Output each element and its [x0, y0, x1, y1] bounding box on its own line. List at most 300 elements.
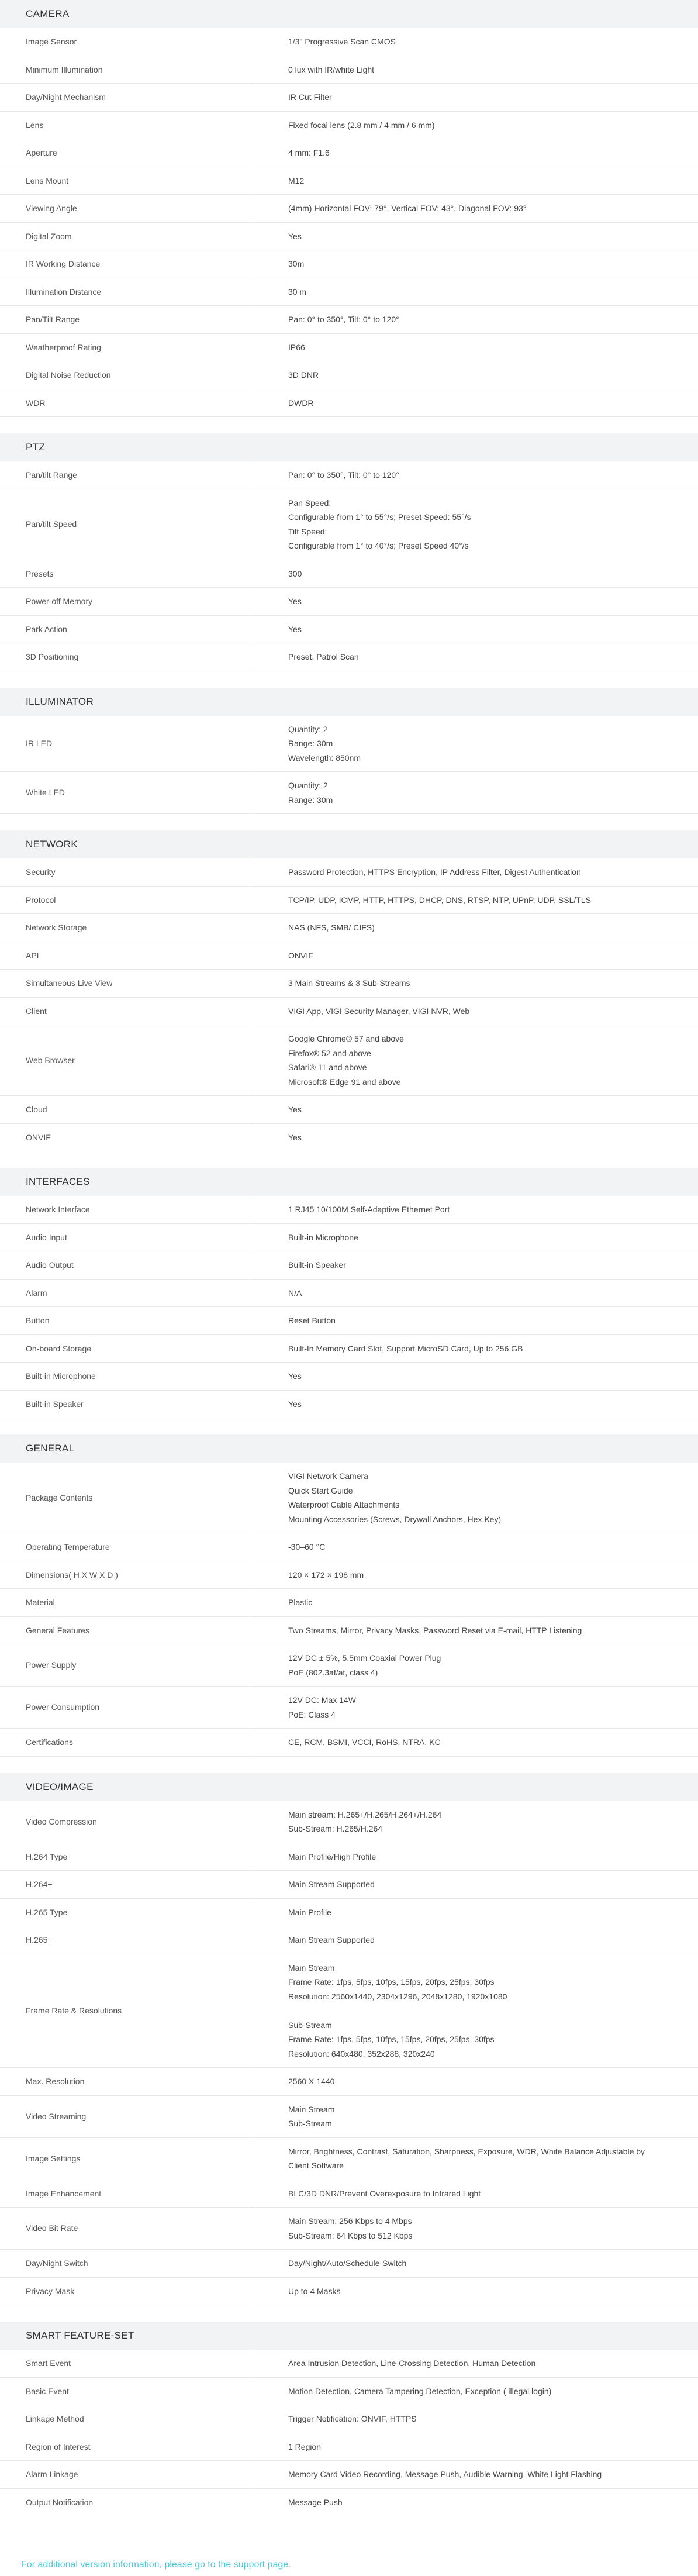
spec-table — [0, 2350, 698, 2516]
spec-value-line: Pan: 0° to 350°, Tilt: 0° to 120° — [288, 312, 675, 327]
spec-value-line: Tilt Speed: — [288, 525, 675, 539]
spec-value — [248, 139, 698, 167]
spec-value-line: Area Intrusion Detection, Line-Crossing Detection, Human Detection — [288, 2356, 675, 2371]
spec-value — [248, 2488, 698, 2516]
spec-label: Output Notification — [0, 2488, 248, 2516]
spec-label: Basic Event — [0, 2377, 248, 2405]
spec-value-line: Waterproof Cable Attachments — [288, 1498, 675, 1512]
spec-row — [0, 278, 698, 306]
spec-value-line: BLC/3D DNR/Prevent Overexposure to Infrared Light — [288, 2187, 675, 2201]
spec-value-line: Configurable from 1° to 55°/s; Preset Speed: 55°/s — [288, 510, 675, 525]
spec-label: Image Enhancement — [0, 2180, 248, 2208]
spec-label: H.264 Type — [0, 1843, 248, 1871]
spec-row — [0, 2277, 698, 2305]
spec-label: Material — [0, 1589, 248, 1617]
spec-row — [0, 1644, 698, 1687]
spec-value-line: 30 m — [288, 285, 675, 299]
spec-label: Client — [0, 997, 248, 1025]
spec-value — [248, 2180, 698, 2208]
spec-value-line: Resolution: 2560x1440, 2304x1296, 2048x1280, 1920x1080 — [288, 1989, 675, 2004]
spec-row — [0, 970, 698, 998]
spec-value-line: Built-In Memory Card Slot, Support MicroSD Card, Up to 256 GB — [288, 1342, 675, 1356]
spec-label: Minimum Illumination — [0, 56, 248, 84]
spec-row — [0, 306, 698, 334]
spec-row — [0, 222, 698, 250]
spec-row — [0, 139, 698, 167]
spec-value — [248, 1533, 698, 1561]
spec-table — [0, 716, 698, 815]
spec-row — [0, 361, 698, 389]
spec-value-line: TCP/IP, UDP, ICMP, HTTP, HTTPS, DHCP, DNS, RTSP, NTP, UPnP, UDP, SSL/TLS — [288, 893, 675, 908]
spec-value — [248, 1954, 698, 2068]
spec-value-line: Main Stream — [288, 1961, 675, 1975]
spec-value-line: N/A — [288, 1286, 675, 1301]
spec-row — [0, 2137, 698, 2180]
spec-value — [248, 1687, 698, 1729]
spec-value — [248, 56, 698, 84]
spec-row — [0, 560, 698, 588]
spec-row — [0, 111, 698, 139]
spec-row — [0, 195, 698, 223]
section-title-video-image: VIDEO/IMAGE — [0, 1773, 698, 1801]
spec-value-line: VIGI App, VIGI Security Manager, VIGI NVR, Web — [288, 1004, 675, 1019]
spec-label: Linkage Method — [0, 2405, 248, 2433]
spec-value-line: (4mm) Horizontal FOV: 79°, Vertical FOV: 43°, Diagonal FOV: 93° — [288, 201, 675, 216]
spec-row — [0, 250, 698, 278]
spec-value-line: 2560 X 1440 — [288, 2074, 675, 2089]
spec-label: Day/Night Switch — [0, 2250, 248, 2278]
spec-row — [0, 1801, 698, 1843]
spec-table — [0, 1801, 698, 2306]
spec-label: IR Working Distance — [0, 250, 248, 278]
spec-label: Built-in Microphone — [0, 1363, 248, 1391]
spec-value — [248, 970, 698, 998]
spec-value-line: Firefox® 52 and above — [288, 1046, 675, 1061]
spec-value-line: ONVIF — [288, 949, 675, 963]
spec-value — [248, 489, 698, 560]
spec-label: Package Contents — [0, 1463, 248, 1533]
spec-value — [248, 1644, 698, 1687]
spec-value — [248, 111, 698, 139]
spec-label: Image Sensor — [0, 28, 248, 56]
spec-value — [248, 361, 698, 389]
spec-label: Smart Event — [0, 2350, 248, 2377]
spec-value — [248, 28, 698, 56]
spec-row — [0, 1196, 698, 1223]
spec-value — [248, 1334, 698, 1363]
spec-value-line: Yes — [288, 622, 675, 637]
spec-value-line: Up to 4 Masks — [288, 2284, 675, 2299]
section-title-illuminator: ILLUMINATOR — [0, 688, 698, 716]
spec-label: Pan/Tilt Range — [0, 306, 248, 334]
spec-label: Power Consumption — [0, 1687, 248, 1729]
spec-value — [248, 389, 698, 417]
spec-value-line: Sub-Stream: 64 Kbps to 512 Kbps — [288, 2229, 675, 2243]
spec-row — [0, 942, 698, 970]
spec-value — [248, 250, 698, 278]
spec-value-line: 120 × 172 × 198 mm — [288, 1568, 675, 1582]
spec-row — [0, 1390, 698, 1418]
spec-row — [0, 1123, 698, 1151]
spec-label: Audio Input — [0, 1223, 248, 1251]
spec-label: Protocol — [0, 886, 248, 914]
spec-row — [0, 1096, 698, 1124]
spec-value-line: Pan: 0° to 350°, Tilt: 0° to 120° — [288, 468, 675, 482]
spec-label: General Features — [0, 1616, 248, 1644]
spec-row — [0, 28, 698, 56]
spec-value — [248, 914, 698, 942]
spec-row — [0, 1843, 698, 1871]
spec-value-line: Plastic — [288, 1595, 675, 1610]
spec-row — [0, 1334, 698, 1363]
spec-value — [248, 2405, 698, 2433]
spec-value — [248, 643, 698, 671]
spec-value-line: Yes — [288, 1102, 675, 1117]
spec-value — [248, 1561, 698, 1589]
spec-row — [0, 2377, 698, 2405]
spec-value-line: Yes — [288, 1397, 675, 1412]
spec-label: Illumination Distance — [0, 278, 248, 306]
spec-row — [0, 1898, 698, 1926]
spec-row — [0, 2180, 698, 2208]
spec-value — [248, 1871, 698, 1899]
spec-label: Presets — [0, 560, 248, 588]
spec-value-line: Motion Detection, Camera Tampering Detection, Exception ( illegal login) — [288, 2384, 675, 2399]
spec-value — [248, 167, 698, 195]
spec-value — [248, 615, 698, 643]
spec-row — [0, 914, 698, 942]
spec-label: Button — [0, 1307, 248, 1335]
spec-value-line: 1/3" Progressive Scan CMOS — [288, 35, 675, 49]
spec-value-line: 4 mm: F1.6 — [288, 146, 675, 160]
spec-row — [0, 1025, 698, 1096]
spec-value-line: Fixed focal lens (2.8 mm / 4 mm / 6 mm) — [288, 118, 675, 133]
spec-value-line: IP66 — [288, 340, 675, 355]
spec-value-line: Configurable from 1° to 40°/s; Preset Speed 40°/s — [288, 539, 675, 553]
spec-value — [248, 1801, 698, 1843]
spec-row — [0, 1533, 698, 1561]
spec-value-line: PoE (802.3af/at, class 4) — [288, 1665, 675, 1680]
spec-value — [248, 1279, 698, 1307]
spec-value — [248, 1096, 698, 1124]
spec-label: H.265 Type — [0, 1898, 248, 1926]
spec-row — [0, 489, 698, 560]
spec-value-line: Wavelength: 850nm — [288, 751, 675, 765]
support-note — [0, 2540, 698, 2576]
spec-label: Network Interface — [0, 1196, 248, 1223]
spec-value — [248, 1025, 698, 1096]
spec-label: Max. Resolution — [0, 2068, 248, 2096]
spec-value — [248, 1843, 698, 1871]
spec-label: API — [0, 942, 248, 970]
spec-value-line: Yes — [288, 594, 675, 609]
spec-value-line: 1 Region — [288, 2440, 675, 2454]
spec-value — [248, 306, 698, 334]
spec-value-line: Main Profile — [288, 1905, 675, 1920]
spec-table — [0, 858, 698, 1151]
spec-label: Lens — [0, 111, 248, 139]
spec-row — [0, 1589, 698, 1617]
spec-label: Built-in Speaker — [0, 1390, 248, 1418]
spec-value — [248, 2277, 698, 2305]
spec-value-line: Quantity: 2 — [288, 722, 675, 737]
spec-value-line: 12V DC: Max 14W — [288, 1693, 675, 1708]
spec-label: Power Supply — [0, 1644, 248, 1687]
spec-value — [248, 2208, 698, 2250]
spec-row — [0, 1729, 698, 1757]
spec-row — [0, 461, 698, 489]
spec-value-line: Client Software — [288, 2158, 675, 2173]
spec-value-line: Yes — [288, 1369, 675, 1384]
spec-value-line: Day/Night/Auto/Schedule-Switch — [288, 2256, 675, 2271]
spec-value — [248, 1463, 698, 1533]
spec-value-line: Quantity: 2 — [288, 778, 675, 793]
spec-value — [248, 1729, 698, 1757]
spec-value — [248, 1390, 698, 1418]
spec-value-line: Sub-Stream: H.265/H.264 — [288, 1822, 675, 1836]
spec-value-line: Main Stream: 256 Kbps to 4 Mbps — [288, 2214, 675, 2229]
spec-table — [0, 461, 698, 671]
spec-value — [248, 1307, 698, 1335]
spec-value — [248, 2377, 698, 2405]
spec-label: Day/Night Mechanism — [0, 84, 248, 112]
spec-value-line: 12V DC ± 5%, 5.5mm Coaxial Power Plug — [288, 1651, 675, 1665]
spec-label: Video Streaming — [0, 2095, 248, 2137]
spec-value-line: Google Chrome® 57 and above — [288, 1032, 675, 1046]
spec-value — [248, 2068, 698, 2096]
spec-label: Dimensions( H X W X D ) — [0, 1561, 248, 1589]
spec-value — [248, 1251, 698, 1280]
spec-value-line: Frame Rate: 1fps, 5fps, 10fps, 15fps, 20fps, 25fps, 30fps — [288, 1975, 675, 1989]
spec-row — [0, 2208, 698, 2250]
spec-row — [0, 167, 698, 195]
section-title-interfaces: INTERFACES — [0, 1168, 698, 1196]
spec-row — [0, 1307, 698, 1335]
spec-value — [248, 2095, 698, 2137]
spec-value-line: Yes — [288, 1130, 675, 1145]
spec-value-line: 1 RJ45 10/100M Self-Adaptive Ethernet Port — [288, 1202, 675, 1217]
spec-value — [248, 1616, 698, 1644]
spec-value — [248, 1196, 698, 1223]
spec-row — [0, 1463, 698, 1533]
spec-value-line: Main Stream Supported — [288, 1877, 675, 1892]
spec-row — [0, 588, 698, 616]
spec-value — [248, 84, 698, 112]
spec-value — [248, 222, 698, 250]
spec-value-line: Sub-Stream — [288, 2018, 675, 2033]
spec-value — [248, 2350, 698, 2377]
spec-row — [0, 84, 698, 112]
spec-value-line: Yes — [288, 229, 675, 244]
spec-label: Weatherproof Rating — [0, 333, 248, 361]
spec-value-line: 3D DNR — [288, 368, 675, 382]
spec-label: Lens Mount — [0, 167, 248, 195]
spec-value — [248, 858, 698, 886]
spec-label: Video Compression — [0, 1801, 248, 1843]
spec-label: White LED — [0, 772, 248, 814]
spec-label: Web Browser — [0, 1025, 248, 1096]
spec-value-line: Message Push — [288, 2495, 675, 2510]
spec-value — [248, 195, 698, 223]
spec-value-line: Frame Rate: 1fps, 5fps, 10fps, 15fps, 20fps, 25fps, 30fps — [288, 2032, 675, 2047]
spec-value — [248, 772, 698, 814]
section-title-smart-feature-set: SMART FEATURE-SET — [0, 2322, 698, 2350]
spec-label: Park Action — [0, 615, 248, 643]
spec-value — [248, 1363, 698, 1391]
spec-value-line: Built-in Speaker — [288, 1258, 675, 1273]
section-title-network: NETWORK — [0, 830, 698, 858]
spec-label: Digital Zoom — [0, 222, 248, 250]
spec-value — [248, 1898, 698, 1926]
support-link[interactable]: For additional version information, please go to the support page. — [21, 2560, 291, 2570]
spec-row — [0, 1561, 698, 1589]
spec-table — [0, 1196, 698, 1418]
spec-label: Security — [0, 858, 248, 886]
spec-value-line: Pan Speed: — [288, 496, 675, 511]
spec-label: H.265+ — [0, 1926, 248, 1954]
spec-value — [248, 942, 698, 970]
spec-value-line: Quick Start Guide — [288, 1484, 675, 1498]
spec-value-line: IR Cut Filter — [288, 90, 675, 105]
spec-value-line: Range: 30m — [288, 736, 675, 751]
spec-value-line: Mirror, Brightness, Contrast, Saturation, Sharpness, Exposure, WDR, White Balance Adjustable by — [288, 2144, 675, 2159]
spec-value-line: Main Stream — [288, 2102, 675, 2117]
spec-value-line: 0 lux with IR/white Light — [288, 63, 675, 77]
spec-label: Cloud — [0, 1096, 248, 1124]
spec-value — [248, 461, 698, 489]
spec-value-line: Resolution: 640x480, 352x288, 320x240 — [288, 2047, 675, 2061]
spec-label: H.264+ — [0, 1871, 248, 1899]
spec-value-line: Password Protection, HTTPS Encryption, IP Address Filter, Digest Authentication — [288, 865, 675, 880]
spec-label: Viewing Angle — [0, 195, 248, 223]
spec-value-line: NAS (NFS, SMB/ CIFS) — [288, 920, 675, 935]
spec-value-line: Microsoft® Edge 91 and above — [288, 1075, 675, 1089]
spec-value-line: Main stream: H.265+/H.265/H.264+/H.264 — [288, 1808, 675, 1822]
spec-value — [248, 333, 698, 361]
spec-row — [0, 2488, 698, 2516]
spec-table — [0, 28, 698, 417]
spec-label: Video Bit Rate — [0, 2208, 248, 2250]
spec-label: Region of Interest — [0, 2433, 248, 2461]
spec-row — [0, 2068, 698, 2096]
spec-row — [0, 716, 698, 772]
spec-row — [0, 886, 698, 914]
spec-value-line: -30–60 °C — [288, 1540, 675, 1554]
section-title-general: GENERAL — [0, 1434, 698, 1463]
spec-label: Pan/tilt Range — [0, 461, 248, 489]
spec-row — [0, 2350, 698, 2377]
spec-row — [0, 615, 698, 643]
spec-label: Alarm Linkage — [0, 2461, 248, 2489]
spec-row — [0, 1871, 698, 1899]
spec-value-line: 300 — [288, 567, 675, 581]
spec-value-line: DWDR — [288, 396, 675, 411]
spec-label: Operating Temperature — [0, 1533, 248, 1561]
spec-table — [0, 1463, 698, 1757]
spec-value — [248, 1223, 698, 1251]
spec-label: Certifications — [0, 1729, 248, 1757]
spec-value — [248, 716, 698, 772]
spec-value-line: Range: 30m — [288, 793, 675, 808]
spec-value — [248, 1589, 698, 1617]
spec-label: ONVIF — [0, 1123, 248, 1151]
spec-row — [0, 2461, 698, 2489]
spec-value-line: PoE: Class 4 — [288, 1708, 675, 1722]
spec-value-line: Two Streams, Mirror, Privacy Masks, Password Reset via E-mail, HTTP Listening — [288, 1623, 675, 1638]
spec-row — [0, 56, 698, 84]
spec-label: Alarm — [0, 1279, 248, 1307]
spec-value — [248, 588, 698, 616]
spec-row — [0, 1616, 698, 1644]
spec-value — [248, 1926, 698, 1954]
spec-value — [248, 997, 698, 1025]
spec-row — [0, 1954, 698, 2068]
spec-row — [0, 858, 698, 886]
spec-label: Audio Output — [0, 1251, 248, 1280]
spec-label: Power-off Memory — [0, 588, 248, 616]
spec-value-line: Safari® 11 and above — [288, 1060, 675, 1075]
spec-value-line: Sub-Stream — [288, 2116, 675, 2131]
spec-row — [0, 2433, 698, 2461]
spec-value — [248, 2461, 698, 2489]
spec-value-line: Mounting Accessories (Screws, Drywall Anchors, Hex Key) — [288, 1512, 675, 1527]
spec-row — [0, 2095, 698, 2137]
spec-row — [0, 2405, 698, 2433]
spec-value — [248, 278, 698, 306]
spec-row — [0, 1279, 698, 1307]
spec-row — [0, 772, 698, 814]
spec-value — [248, 2433, 698, 2461]
spec-value-line: CE, RCM, BSMI, VCCI, RoHS, NTRA, KC — [288, 1735, 675, 1750]
spec-row — [0, 333, 698, 361]
spec-label: Aperture — [0, 139, 248, 167]
spec-label: WDR — [0, 389, 248, 417]
spec-row — [0, 997, 698, 1025]
spec-label: Network Storage — [0, 914, 248, 942]
spec-value — [248, 560, 698, 588]
spec-label: Image Settings — [0, 2137, 248, 2180]
spec-row — [0, 1687, 698, 1729]
spec-label: Privacy Mask — [0, 2277, 248, 2305]
spec-value-line: 3 Main Streams & 3 Sub-Streams — [288, 976, 675, 991]
spec-row — [0, 389, 698, 417]
spec-value-line: Reset Button — [288, 1313, 675, 1328]
spec-value-line: 30m — [288, 257, 675, 271]
spec-value-line: Trigger Notification: ONVIF, HTTPS — [288, 2412, 675, 2426]
spec-label: On-board Storage — [0, 1334, 248, 1363]
spec-label: 3D Positioning — [0, 643, 248, 671]
spec-value-line: Memory Card Video Recording, Message Push, Audible Warning, White Light Flashing — [288, 2467, 675, 2482]
spec-label: Pan/tilt Speed — [0, 489, 248, 560]
spec-label: Frame Rate & Resolutions — [0, 1954, 248, 2068]
spec-row — [0, 1926, 698, 1954]
spec-value-line: Built-in Microphone — [288, 1230, 675, 1245]
spec-value — [248, 2137, 698, 2180]
section-title-ptz: PTZ — [0, 433, 698, 461]
spec-row — [0, 1223, 698, 1251]
spec-value — [248, 2250, 698, 2278]
spec-value-line: VIGI Network Camera — [288, 1469, 675, 1484]
spec-label: Simultaneous Live View — [0, 970, 248, 998]
spec-row — [0, 643, 698, 671]
section-title-camera: CAMERA — [0, 0, 698, 28]
spec-label: Digital Noise Reduction — [0, 361, 248, 389]
spec-row — [0, 1251, 698, 1280]
spec-value-line — [288, 2003, 675, 2018]
spec-value-line: M12 — [288, 174, 675, 188]
spec-value-line: Preset, Patrol Scan — [288, 650, 675, 664]
spec-value — [248, 886, 698, 914]
